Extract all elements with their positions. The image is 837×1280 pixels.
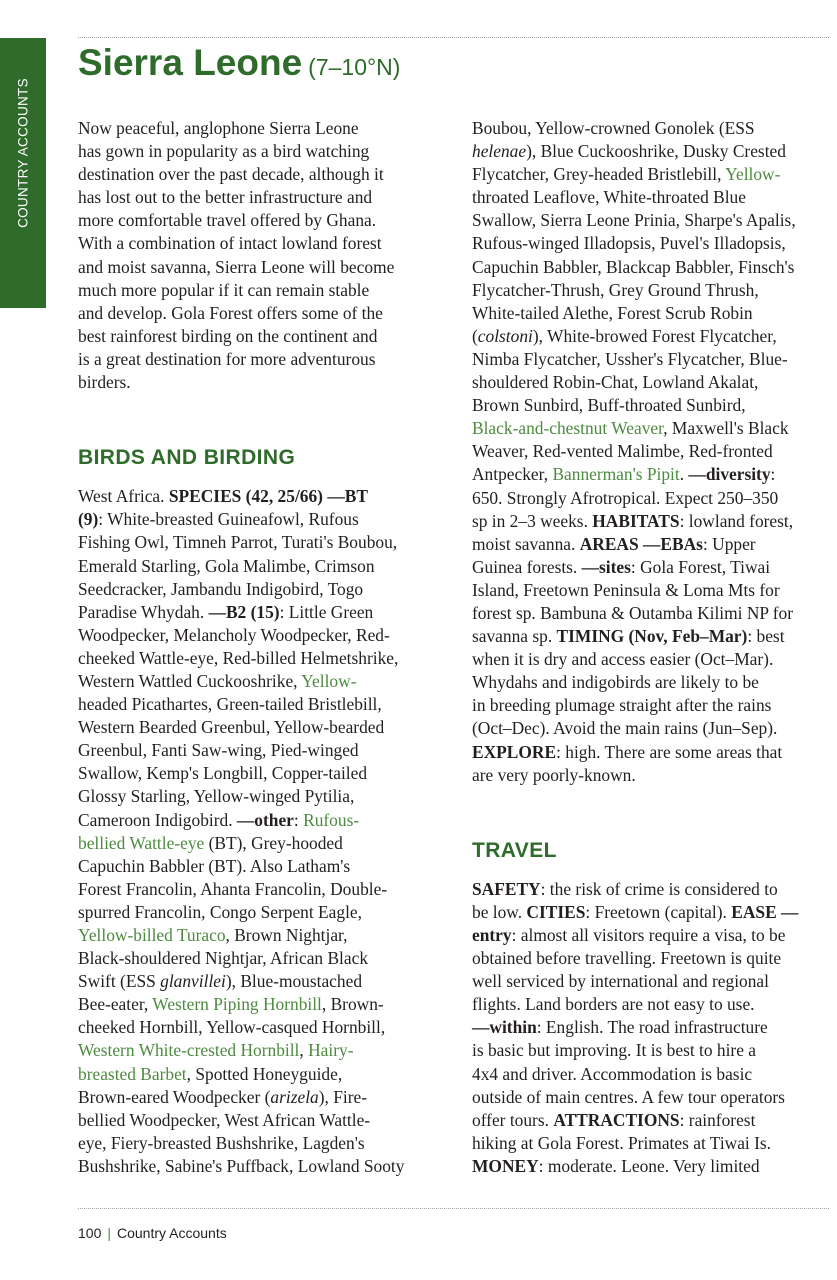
text-line: flights. Land borders are not easy to use.	[472, 994, 755, 1015]
text-line: EXPLORE: high. There are some areas that	[472, 741, 783, 762]
text-line: Cameroon Indigobird. —other: Rufous-	[78, 809, 360, 830]
text-line: breasted Barbet, Spotted Honeyguide,	[78, 1063, 343, 1084]
country-name: Sierra Leone	[78, 42, 303, 83]
text-line: offer tours. ATTRACTIONS: rainforest	[472, 1109, 756, 1130]
text-line: helenae), Blue Cuckooshrike, Dusky Crested	[472, 141, 786, 162]
text-line: spurred Francolin, Congo Serpent Eagle,	[78, 901, 362, 922]
footer-separator: |	[107, 1225, 111, 1241]
text-line: (9): White-breasted Guineafowl, Rufous	[78, 509, 359, 530]
text-line: has gown in popularity as a bird watching	[78, 141, 370, 162]
text-line: Western White-crested Hornbill, Hairy-	[78, 1040, 354, 1061]
text-line: Woodpecker, Melancholy Woodpecker, Red-	[78, 624, 390, 645]
text-line: Greenbul, Fanti Saw-wing, Pied-winged	[78, 740, 359, 761]
text-line: best rainforest birding on the continent and	[78, 325, 378, 346]
text-line: sp in 2–3 weeks. HABITATS: lowland forest,	[472, 510, 794, 531]
text-line: Boubou, Yellow-crowned Gonolek (ESS	[472, 118, 755, 138]
text-line: 650. Strongly Afrotropical. Expect 250–350	[472, 487, 779, 508]
text-line: moist savanna. AREAS —EBAs: Upper	[472, 533, 756, 554]
text-line: eye, Fiery-breasted Bushshrike, Lagden's	[78, 1132, 365, 1153]
right-column	[472, 117, 830, 1178]
text-line: Brown Sunbird, Buff-throated Sunbird,	[472, 395, 746, 416]
text-line: is basic but improving. It is best to hire a	[472, 1040, 757, 1061]
text-line: Whydahs and indigobirds are likely to be	[472, 672, 759, 693]
text-line: Swift (ESS glanvillei), Blue-moustached	[78, 971, 363, 992]
text-line: and develop. Gola Forest offers some of the	[78, 302, 383, 323]
text-line: has lost out to the better infrastructure and	[78, 187, 373, 208]
text-line: White-tailed Alethe, Forest Scrub Robin	[472, 302, 753, 323]
text-line: Swallow, Sierra Leone Prinia, Sharpe's Apalis,	[472, 210, 796, 231]
travel-paragraph	[472, 878, 830, 1178]
text-line: Weaver, Red-vented Malimbe, Red-fronted	[472, 441, 773, 462]
text-line: (Oct–Dec). Avoid the main rains (Jun–Sep).	[472, 718, 778, 739]
travel-heading: TRAVEL	[472, 838, 557, 862]
text-line: headed Picathartes, Green-tailed Bristlebill,	[78, 694, 382, 715]
text-line: MONEY: moderate. Leone. Very limited	[472, 1155, 760, 1176]
text-line: Bee-eater, Western Piping Hornbill, Brown-	[78, 994, 384, 1015]
text-line: destination over the past decade, although it	[78, 164, 384, 185]
text-line: Bushshrike, Sabine's Puffback, Lowland Sooty	[78, 1155, 405, 1176]
text-line: (colstoni), White-browed Forest Flycatcher,	[472, 325, 777, 346]
birds-heading: BIRDS AND BIRDING	[78, 446, 296, 470]
text-line: outside of main centres. A few tour operators	[472, 1086, 785, 1107]
text-line: Black-and-chestnut Weaver, Maxwell's Black	[472, 418, 789, 439]
text-line: Emerald Starling, Gola Malimbe, Crimson	[78, 555, 375, 576]
text-line: Flycatcher, Grey-headed Bristlebill, Yellow-	[472, 164, 781, 185]
text-line: Flycatcher-Thrush, Grey Ground Thrush,	[472, 279, 759, 300]
text-line: entry: almost all visitors require a visa, to be	[472, 925, 786, 945]
page-number: 100	[78, 1225, 102, 1241]
text-line: With a combination of intact lowland forest	[78, 233, 382, 254]
text-line: much more popular if it can remain stable	[78, 279, 370, 300]
text-line: and moist savanna, Sierra Leone will become	[78, 256, 395, 277]
text-line: Western Bearded Greenbul, Yellow-bearded	[78, 717, 385, 738]
text-line: Rufous-winged Illadopsis, Puvel's Illadopsis,	[472, 233, 786, 254]
footer-section: Country Accounts	[117, 1225, 227, 1241]
text-line: forest sp. Bambuna & Outamba Kilimi NP for	[472, 602, 794, 623]
text-line: Forest Francolin, Ahanta Francolin, Double-	[78, 878, 388, 899]
text-line: West Africa. SPECIES (42, 25/66) —BT	[78, 486, 368, 507]
section-side-tab	[0, 38, 46, 308]
text-line: Island, Freetown Peninsula & Loma Mts for	[472, 579, 780, 600]
text-line: birders.	[78, 372, 131, 393]
text-line: Guinea forests. —sites: Gola Forest, Tiwai	[472, 556, 771, 577]
text-line: hiking at Gola Forest. Primates at Tiwai Is.	[472, 1132, 772, 1153]
text-line: are very poorly-known.	[472, 764, 636, 785]
text-line: 4x4 and driver. Accommodation is basic	[472, 1063, 753, 1084]
text-line: Antpecker, Bannerman's Pipit. —diversity:	[472, 464, 776, 485]
text-line: Brown-eared Woodpecker (arizela), Fire-	[78, 1086, 368, 1107]
text-line: Glossy Starling, Yellow-winged Pytilia,	[78, 786, 355, 807]
text-line: bellied Woodpecker, West African Wattle-	[78, 1109, 371, 1130]
text-line: Nimba Flycatcher, Ussher's Flycatcher, Blue-	[472, 348, 788, 369]
intro-paragraph	[78, 117, 440, 394]
page-title	[78, 42, 400, 84]
text-line: bellied Wattle-eye (BT), Grey-hooded	[78, 832, 343, 853]
text-line: Fishing Owl, Timneh Parrot, Turati's Boubou,	[78, 532, 398, 553]
text-line: —within: English. The road infrastructure	[472, 1017, 768, 1038]
text-line: cheeked Hornbill, Yellow-casqued Hornbill,	[78, 1017, 386, 1038]
text-line: Western Wattled Cuckooshrike, Yellow-	[78, 670, 357, 691]
text-line: shouldered Robin-Chat, Lowland Akalat,	[472, 372, 759, 393]
text-line: Now peaceful, anglophone Sierra Leone	[78, 118, 359, 138]
text-line: SAFETY: the risk of crime is considered to	[472, 878, 778, 899]
side-tab-label: COUNTRY ACCOUNTS	[15, 78, 31, 228]
text-line: savanna sp. TIMING (Nov, Feb–Mar): best	[472, 626, 785, 647]
text-line: Paradise Whydah. —B2 (15): Little Green	[78, 601, 374, 622]
text-line: well serviced by international and regional	[472, 971, 769, 992]
text-line: throated Leaflove, White-throated Blue	[472, 187, 746, 208]
page-footer	[78, 1225, 227, 1241]
top-divider	[78, 37, 829, 38]
text-line: cheeked Wattle-eye, Red-billed Helmetshrike,	[78, 647, 399, 668]
text-line: Black-shouldered Nightjar, African Black	[78, 948, 369, 969]
bottom-divider	[78, 1208, 829, 1209]
text-line: Capuchin Babbler, Blackcap Babbler, Finsch's	[472, 256, 795, 277]
text-line: Swallow, Kemp's Longbill, Copper-tailed	[78, 763, 368, 784]
text-line: Capuchin Babbler (BT). Also Latham's	[78, 855, 351, 876]
latitude-range: (7–10°N)	[308, 54, 401, 80]
species-continued-paragraph	[472, 117, 830, 787]
text-line: in breeding plumage straight after the rains	[472, 695, 772, 716]
species-paragraph	[78, 485, 440, 1178]
text-line: Yellow-billed Turaco, Brown Nightjar,	[78, 925, 348, 945]
text-line: more comfortable travel offered by Ghana.	[78, 210, 377, 231]
text-line: be low. CITIES: Freetown (capital). EASE —	[472, 901, 799, 922]
text-line: Seedcracker, Jambandu Indigobird, Togo	[78, 578, 364, 599]
text-line: obtained before travelling. Freetown is quite	[472, 948, 782, 969]
text-line: when it is dry and access easier (Oct–Mar).	[472, 649, 774, 670]
left-column	[78, 117, 440, 1178]
text-line: is a great destination for more adventurous	[78, 348, 376, 369]
